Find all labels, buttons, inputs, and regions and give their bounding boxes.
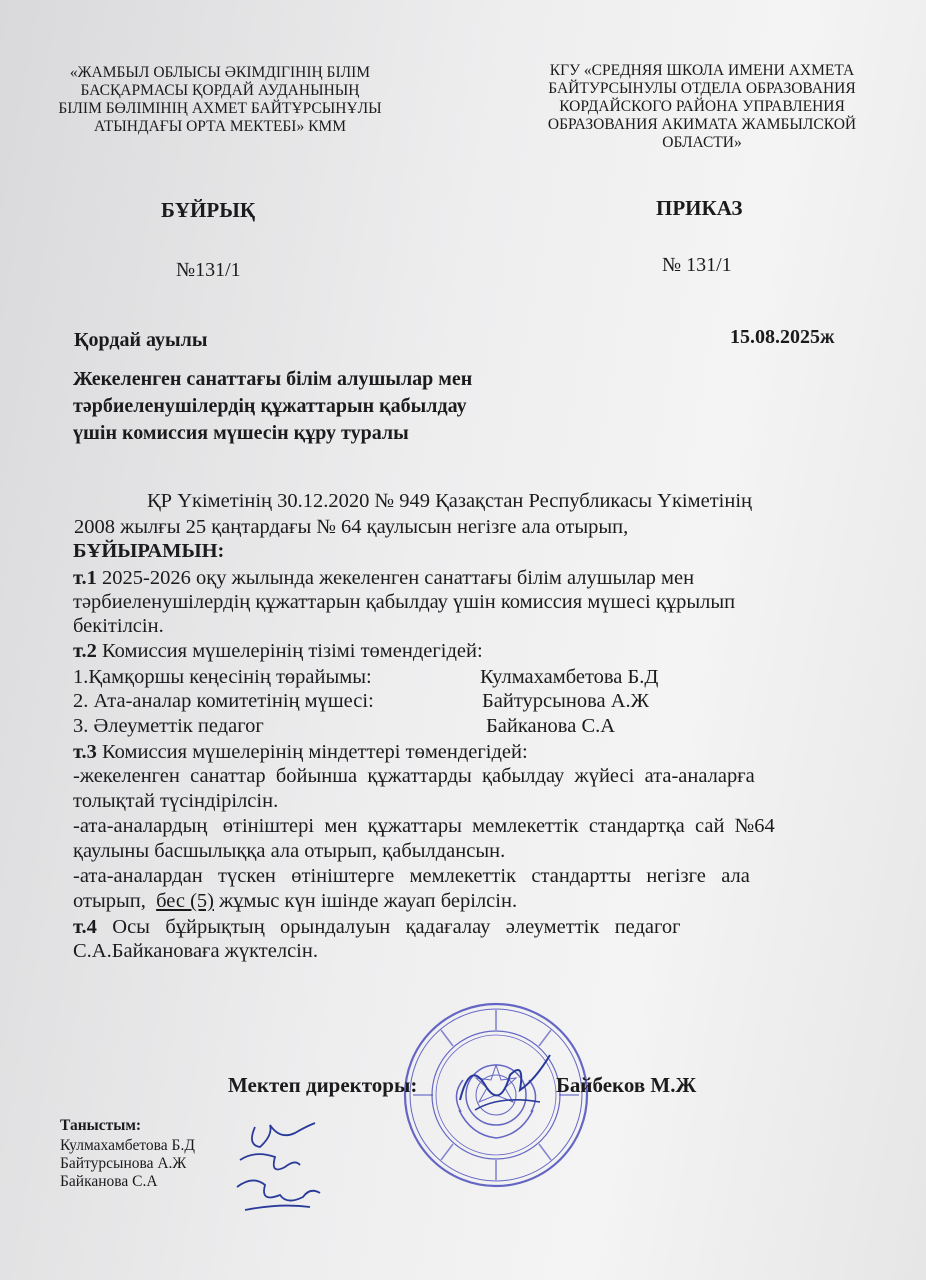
header-right-line: КОРДАЙСКОГО РАЙОНА УПРАВЛЕНИЯ <box>559 98 845 115</box>
acquainted-name: Кулмахамбетова Б.Д <box>60 1137 195 1154</box>
duty1-line: толықтай түсіндірілсін. <box>73 790 279 812</box>
item3-text: Комиссия мүшелерінің міндеттері төмендегідей: <box>96 741 528 763</box>
header-left-line: БАСҚАРМАСЫ ҚОРДАЙ АУДАНЫНЫҢ <box>80 82 360 99</box>
member-role: 3. Әлеуметтік педагог <box>73 715 264 737</box>
acquainted-name: Байтурсынова А.Ж <box>60 1155 187 1172</box>
preamble-line: 2008 жылғы 25 қаңтардағы № 64 қаулысын негізге ала отырып, <box>74 516 629 538</box>
duty3-text: отырып, <box>73 890 157 912</box>
acquainted-name: Байканова С.А <box>60 1173 158 1190</box>
member-name: Байтурсынова А.Ж <box>482 690 650 712</box>
order-date: 15.08.2025ж <box>730 326 835 348</box>
item3-line <box>73 741 528 765</box>
subject-line: Жекеленген санаттағы білім алушылар мен <box>73 368 473 390</box>
member-name: Кулмахамбетова Б.Д <box>480 666 659 688</box>
director-name: Байбеков М.Ж <box>556 1073 697 1097</box>
duty2-line: қаулыны басшылыққа ала отырып, қабылдансын. <box>73 840 506 862</box>
acquainted-signatures <box>225 1115 345 1225</box>
header-right-line: КГУ «СРЕДНЯЯ ШКОЛА ИМЕНИ АХМЕТА <box>549 62 855 79</box>
member-role: 1.Қамқоршы кеңесінің төрайымы: <box>73 666 372 688</box>
place: Қордай ауылы <box>74 329 208 351</box>
order-subject <box>73 366 472 447</box>
duty1-line: -жекеленген санаттар бойынша құжаттарды қабылдау жүйесі ата-аналарға <box>73 765 755 787</box>
item2-label: т.2 <box>73 640 97 662</box>
preamble-line: ҚР Үкіметінің 30.12.2020 № 949 Қазақстан Республикасы Үкіметінің <box>147 490 752 512</box>
member-name: Байканова С.А <box>486 715 616 737</box>
item4-label: т.4 <box>73 916 97 938</box>
doc-title-kz: БҰЙРЫҚ <box>161 198 256 222</box>
item4-line: С.А.Байкановаға жүктелсін. <box>73 940 318 962</box>
header-left-org <box>28 64 412 136</box>
subject-line: тәрбиеленушілердің құжаттарын қабылдау <box>73 395 467 417</box>
order-word: БҰЙЫРАМЫН: <box>73 540 225 562</box>
item2-text: Комиссия мүшелерінің тізімі төмендегідей: <box>96 640 483 662</box>
header-left-line: «ЖАМБЫЛ ОБЛЫСЫ ӘКІМДІГІНІҢ БІЛІМ <box>69 64 371 81</box>
member-role: 2. Ата-аналар комитетінің мүшесі: <box>73 690 374 712</box>
deadline-underlined: бес (5) <box>156 890 214 912</box>
doc-number-ru: № 131/1 <box>662 254 732 276</box>
item1-label: т.1 <box>73 567 97 589</box>
item4-text: Осы бұйрықтың орындалуын қадағалау әлеуметтік педагог <box>96 916 681 938</box>
doc-title-ru: ПРИКАЗ <box>656 196 743 220</box>
item1-line: бекітілсін. <box>73 615 164 637</box>
item1-line: тәрбиеленушілердің құжаттарын қабылдау үшін комиссия мүшесі құрылып <box>73 591 736 613</box>
acquainted-title: Таныстым: <box>60 1117 142 1134</box>
duty3-line: -ата-аналардан түскен өтініштерге мемлекеттік стандартты негізге ала <box>73 865 750 887</box>
director-title: Мектеп директоры: <box>228 1073 418 1097</box>
duty3-text: жұмыс күн ішінде жауап берілсін. <box>214 890 518 912</box>
subject-line: үшін комиссия мүшесін құру туралы <box>73 422 409 444</box>
acquainted-block <box>60 1117 195 1191</box>
doc-number-kz: №131/1 <box>176 259 241 281</box>
header-right-org <box>522 62 882 152</box>
duty3-line <box>73 890 517 914</box>
header-right-line: БАЙТУРСЫНУЛЫ ОТДЕЛА ОБРАЗОВАНИЯ <box>548 80 856 97</box>
director-signature <box>440 1040 570 1120</box>
duty2-line: -ата-аналардың өтініштері мен құжаттары мемлекеттік стандартқа сай №64 <box>73 815 775 837</box>
header-right-line: ОБРАЗОВАНИЯ АКИМАТА ЖАМБЫЛСКОЙ <box>547 116 857 133</box>
item4-line <box>73 916 681 940</box>
item2-line <box>73 640 483 664</box>
item1-text: 2025-2026 оқу жылында жекеленген санаттағы білім алушылар мен <box>96 567 695 589</box>
header-right-line: ОБЛАСТИ» <box>662 134 742 151</box>
item1-line <box>73 567 694 591</box>
header-left-line: БІЛІМ БӨЛІМІНІҢ АХМЕТ БАЙТҰРСЫНҰЛЫ <box>58 100 382 117</box>
item3-label: т.3 <box>73 741 97 763</box>
header-left-line: АТЫНДАҒЫ ОРТА МЕКТЕБІ» КММ <box>93 118 346 135</box>
